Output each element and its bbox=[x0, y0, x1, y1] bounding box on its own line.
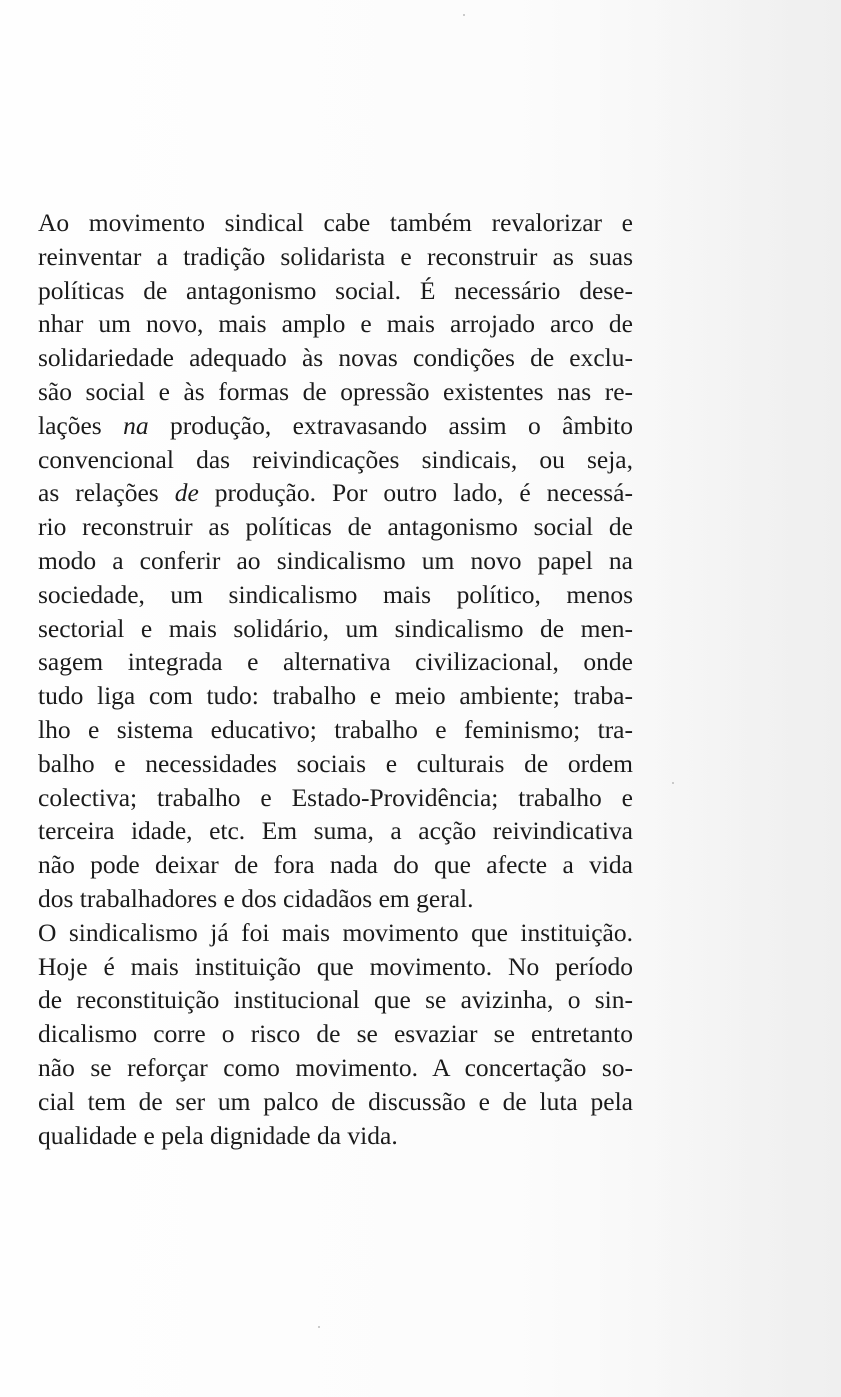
text-line bbox=[38, 409, 633, 443]
text-segment: nhar um novo, mais amplo e mais arrojado arco de bbox=[38, 309, 633, 339]
text-segment: não pode deixar de fora nada do que afecte a vida bbox=[38, 850, 633, 880]
text-segment: O sindicalismo já foi mais movimento que instituição. bbox=[38, 917, 633, 947]
text-line bbox=[38, 747, 633, 781]
text-segment: cial tem de ser um palco de discussão e de luta pela bbox=[38, 1086, 633, 1116]
text-segment: sectorial e mais solidário, um sindicalismo de men- bbox=[38, 613, 633, 643]
text-segment: políticas de antagonismo social. É necessário dese- bbox=[38, 275, 633, 305]
text-segment: lho e sistema educativo; trabalho e feminismo; tra- bbox=[38, 714, 633, 744]
text-segment: são social e às formas de opressão existentes nas re- bbox=[38, 376, 633, 406]
text-segment: de reconstituição institucional que se avizinha, o sin- bbox=[38, 985, 633, 1015]
text-segment: tudo liga com tudo: trabalho e meio ambiente; traba- bbox=[38, 681, 633, 711]
paper-speck bbox=[672, 782, 674, 784]
text-segment: lações bbox=[38, 410, 124, 440]
text-line bbox=[38, 781, 633, 815]
text-segment: terceira idade, etc. Em suma, a acção reivindicativa bbox=[38, 816, 633, 846]
text-line bbox=[38, 307, 633, 341]
text-line bbox=[38, 1017, 633, 1051]
paper-speck bbox=[463, 14, 465, 16]
paragraph bbox=[38, 206, 633, 916]
text-line bbox=[38, 375, 633, 409]
paper-speck bbox=[318, 1326, 320, 1328]
text-segment: balho e necessidades sociais e culturais de ordem bbox=[38, 748, 633, 778]
text-segment: não se reforçar como movimento. A concertação so- bbox=[38, 1052, 633, 1082]
text-segment: Ao movimento sindical cabe também revalorizar e bbox=[38, 208, 633, 237]
text-segment: as relações bbox=[38, 478, 175, 508]
text-line bbox=[38, 510, 633, 544]
text-line bbox=[38, 341, 633, 375]
italic-word: de bbox=[174, 478, 199, 508]
text-segment: rio reconstruir as políticas de antagonismo social de bbox=[38, 512, 633, 542]
text-line bbox=[38, 950, 633, 984]
text-line bbox=[38, 679, 633, 713]
text-line bbox=[38, 645, 633, 679]
text-segment: modo a conferir ao sindicalismo um novo papel na bbox=[38, 545, 633, 575]
text-segment: dicalismo corre o risco de se esvaziar se entretanto bbox=[38, 1019, 633, 1049]
text-line bbox=[38, 916, 633, 950]
text-line bbox=[38, 274, 633, 308]
italic-word: na bbox=[123, 410, 149, 440]
text-line bbox=[38, 578, 633, 612]
text-segment: sociedade, um sindicalismo mais político, menos bbox=[38, 579, 633, 609]
text-line bbox=[38, 1085, 633, 1119]
body-text bbox=[38, 206, 633, 1152]
text-segment: Hoje é mais instituição que movimento. No período bbox=[38, 951, 633, 981]
text-segment: produção. Por outro lado, é necessá- bbox=[198, 478, 633, 508]
text-line bbox=[38, 713, 633, 747]
text-line bbox=[38, 1051, 633, 1085]
text-line bbox=[38, 544, 633, 578]
text-line bbox=[38, 1119, 633, 1153]
text-segment: colectiva; trabalho e Estado-Providência; trabalho e bbox=[38, 782, 633, 812]
text-line bbox=[38, 814, 633, 848]
text-line bbox=[38, 882, 633, 916]
text-line bbox=[38, 612, 633, 646]
text-segment: dos trabalhadores e dos cidadãos em geral. bbox=[38, 883, 474, 913]
text-segment: produção, extravasando assim o âmbito bbox=[148, 410, 633, 440]
text-line bbox=[38, 848, 633, 882]
text-segment: convencional das reivindicações sindicais, ou seja, bbox=[38, 444, 633, 474]
text-segment: sagem integrada e alternativa civilizacional, onde bbox=[38, 647, 633, 677]
page-gutter-shadow bbox=[641, 0, 841, 1397]
paragraph bbox=[38, 916, 633, 1153]
text-line bbox=[38, 983, 633, 1017]
text-segment: reinventar a tradição solidarista e reconstruir as suas bbox=[38, 241, 633, 271]
text-segment: solidariedade adequado às novas condições de exclu- bbox=[38, 343, 633, 373]
text-line bbox=[38, 443, 633, 477]
text-line bbox=[38, 206, 633, 240]
text-line bbox=[38, 476, 633, 510]
text-line bbox=[38, 240, 633, 274]
text-segment: qualidade e pela dignidade da vida. bbox=[38, 1120, 398, 1150]
